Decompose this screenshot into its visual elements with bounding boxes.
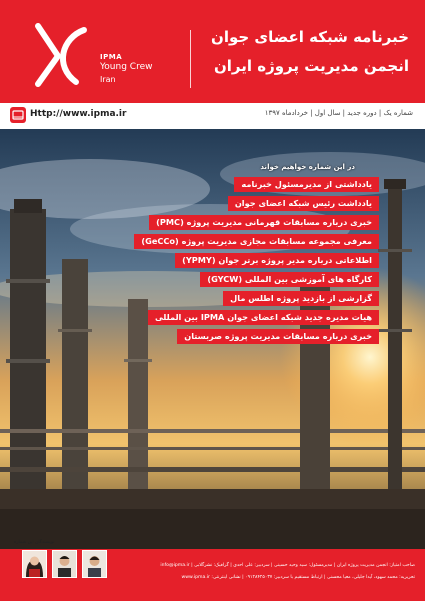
contents-item: اطلاعاتی درباره مدیر پروژه برتر جوان (YPMY) [175,253,379,268]
credit-line-2: تحریریه: محمد سهود، آیدا جلیلی، معیا محسنی | ارتباط مستقیم با سردبیر: ۰۹۱۲۸۴۲۵۰۳۷ | نشانی اینترنتی: www.ipma.ir [181,575,415,580]
header-divider [190,30,191,88]
contributor-avatar [22,550,47,578]
contents-item: هیات مدیره جدید شبکه اعضای جوان IPMA بین المللی [148,310,379,325]
young-crew-logo-icon [32,20,90,90]
contents-item: گزارشی از بازدید پروژه اطلس مال [223,291,379,306]
contributor-avatar [82,550,107,578]
contents-item: خبری درباره مسابقات قهرمانی مدیریت پروژه (PMC) [149,215,379,230]
logo-iran-text: Iran [100,75,116,84]
website-icon [10,107,26,123]
contents-item: یادداشت رئیس شبکه اعضای جوان [228,196,379,211]
info-strip [0,103,425,130]
contents-list [134,177,379,344]
association-title: انجمن مدیریت پروژه ایران [213,57,409,75]
newsletter-title: خبرنامه شبکه اعضای جوان [211,28,409,46]
website-link[interactable]: Http://www.ipma.ir [30,109,127,119]
logo-young-crew-text: Young Crew [100,62,153,72]
contents-item: یادداشتی از مدیرمسئول خبرنامه [234,177,379,192]
header-banner [0,0,425,103]
issue-info: شماره یک | دوره جدید | سال اول | خردادماه ۱۳۹۷ [264,109,413,117]
logo-ipma-text: IPMA [100,53,123,61]
contributor-avatar [52,550,77,578]
contents-item: کارگاه های آموزشی بین المللی (GYCW) [200,272,379,287]
contributors-label: نویسندگان این شماره [14,540,55,545]
contents-item: معرفی مجموعه مسابقات مجازی مدیریت پروژه (GeCCo) [134,234,379,249]
credit-line-1: صاحب امتیاز: انجمن مدیریت پروژه ایران | مدیرمسئول: سید وحید حسینی | سردبیر: علی احدی | گرافیک: نشرگلابی | info@ipma.ir [160,563,415,568]
contents-item: خبری درباره مسابقات مدیریت پروژه صربستان [177,329,379,344]
contents-intro: در این شماره خواهیم خواند [260,163,355,171]
